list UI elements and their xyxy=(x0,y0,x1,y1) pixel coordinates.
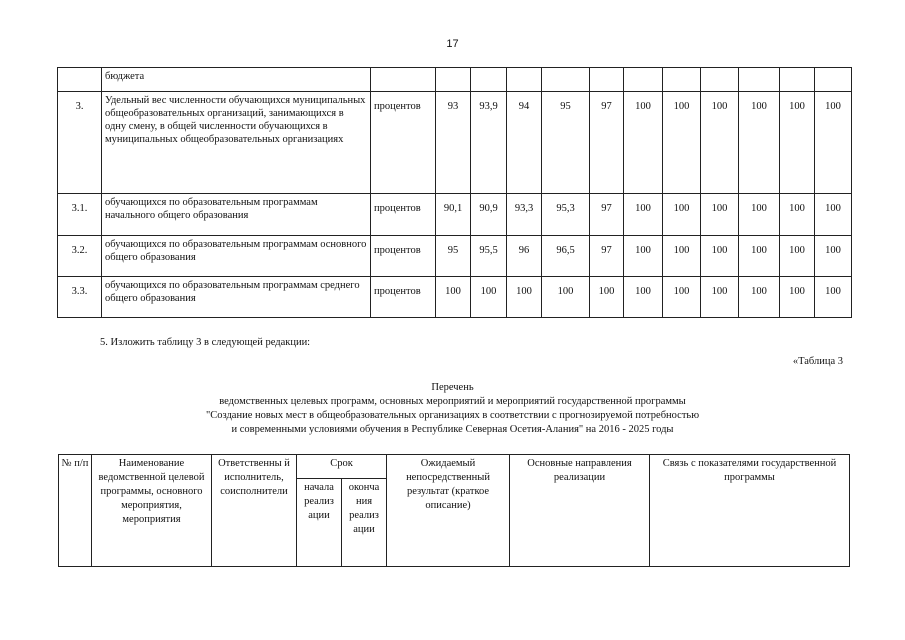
header-term-start: начала реализ ации xyxy=(297,479,342,567)
unit-cell: процентов xyxy=(371,194,436,236)
value-cell: 93,9 xyxy=(471,92,507,194)
row-number: 3.2. xyxy=(58,236,102,277)
table-row xyxy=(58,236,852,277)
value-cell: 100 xyxy=(701,236,739,277)
table-reference: «Таблица 3 xyxy=(792,356,843,367)
unit-cell: процентов xyxy=(371,277,436,318)
header-number: № п/п xyxy=(59,455,92,567)
header-name: Наименование ведомственной целевой программы, основного мероприятия, мероприятия xyxy=(92,455,212,567)
heading-title: Перечень xyxy=(431,382,474,393)
instruction-text: 5. Изложить таблицу 3 в следующей редакции: xyxy=(100,337,311,348)
value-cell: 100 xyxy=(739,92,780,194)
value-cell: 96,5 xyxy=(542,236,590,277)
value-cell xyxy=(471,68,507,92)
value-cell: 100 xyxy=(739,277,780,318)
value-cell: 95,3 xyxy=(542,194,590,236)
value-cell: 100 xyxy=(780,194,815,236)
unit-cell: процентов xyxy=(371,92,436,194)
row-number: 3.1. xyxy=(58,194,102,236)
value-cell xyxy=(624,68,663,92)
indicator-name: Удельный вес численности обучающихся муниципальных общеобразовательных организаций, занимающихся в одну смену, в общей численности обучающихся в муниципальных общеобразовательных организациях xyxy=(102,92,371,194)
indicators-table xyxy=(57,67,852,318)
header-term-end: оконча ния реализ ации xyxy=(342,479,387,567)
page-number: 17 xyxy=(446,38,459,50)
indicator-name: обучающихся по образовательным программам начального общего образования xyxy=(102,194,371,236)
unit-cell xyxy=(371,68,436,92)
value-cell: 100 xyxy=(624,277,663,318)
value-cell: 100 xyxy=(436,277,471,318)
header-result: Ожидаемый непосредственный результат (краткое описание) xyxy=(387,455,510,567)
value-cell: 100 xyxy=(542,277,590,318)
value-cell: 100 xyxy=(815,277,852,318)
indicator-name: бюджета xyxy=(102,68,371,92)
value-cell: 100 xyxy=(701,194,739,236)
indicator-name: обучающихся по образовательным программам среднего общего образования xyxy=(102,277,371,318)
value-cell xyxy=(701,68,739,92)
value-cell: 100 xyxy=(590,277,624,318)
heading-line: "Создание новых мест в общеобразовательных организациях в соответствии с прогнозируемой потребностью xyxy=(205,410,700,421)
value-cell: 97 xyxy=(590,92,624,194)
indicator-name: обучающихся по образовательным программам основного общего образования xyxy=(102,236,371,277)
value-cell: 100 xyxy=(780,236,815,277)
value-cell: 93 xyxy=(436,92,471,194)
value-cell xyxy=(590,68,624,92)
row-number: 3.3. xyxy=(58,277,102,318)
value-cell: 100 xyxy=(624,194,663,236)
heading-line: и современными условиями обучения в Республике Северная Осетия-Алания" на 2016 - 2025 годы xyxy=(231,424,674,435)
value-cell: 100 xyxy=(624,236,663,277)
unit-cell: процентов xyxy=(371,236,436,277)
header-link: Связь с показателями государственной программы xyxy=(650,455,850,567)
programs-table xyxy=(58,454,850,567)
value-cell: 100 xyxy=(507,277,542,318)
row-number: 3. xyxy=(58,92,102,194)
value-cell: 100 xyxy=(663,194,701,236)
value-cell: 95 xyxy=(542,92,590,194)
value-cell: 96 xyxy=(507,236,542,277)
header-responsible: Ответственны й исполнитель, соисполнители xyxy=(212,455,297,567)
value-cell xyxy=(507,68,542,92)
table-row xyxy=(58,277,852,318)
header-directions: Основные направления реализации xyxy=(510,455,650,567)
value-cell: 97 xyxy=(590,236,624,277)
value-cell: 94 xyxy=(507,92,542,194)
value-cell xyxy=(542,68,590,92)
value-cell: 100 xyxy=(815,92,852,194)
value-cell: 100 xyxy=(663,236,701,277)
row-number xyxy=(58,68,102,92)
value-cell: 100 xyxy=(739,194,780,236)
value-cell xyxy=(663,68,701,92)
value-cell: 100 xyxy=(815,236,852,277)
value-cell: 100 xyxy=(663,92,701,194)
value-cell: 95,5 xyxy=(471,236,507,277)
value-cell xyxy=(436,68,471,92)
value-cell: 100 xyxy=(739,236,780,277)
value-cell: 100 xyxy=(701,277,739,318)
value-cell: 100 xyxy=(780,92,815,194)
value-cell: 95 xyxy=(436,236,471,277)
value-cell: 90,1 xyxy=(436,194,471,236)
value-cell: 100 xyxy=(624,92,663,194)
value-cell xyxy=(815,68,852,92)
value-cell: 100 xyxy=(701,92,739,194)
value-cell: 97 xyxy=(590,194,624,236)
value-cell: 90,9 xyxy=(471,194,507,236)
heading-line: ведомственных целевых программ, основных мероприятий и мероприятий государственной программы xyxy=(219,396,686,407)
header-term: Срок xyxy=(297,455,387,479)
value-cell xyxy=(739,68,780,92)
value-cell: 100 xyxy=(663,277,701,318)
table-row xyxy=(58,68,852,92)
table-row xyxy=(58,92,852,194)
value-cell: 100 xyxy=(815,194,852,236)
table-row xyxy=(58,194,852,236)
value-cell xyxy=(780,68,815,92)
list-heading xyxy=(0,381,905,437)
value-cell: 100 xyxy=(780,277,815,318)
value-cell: 93,3 xyxy=(507,194,542,236)
value-cell: 100 xyxy=(471,277,507,318)
